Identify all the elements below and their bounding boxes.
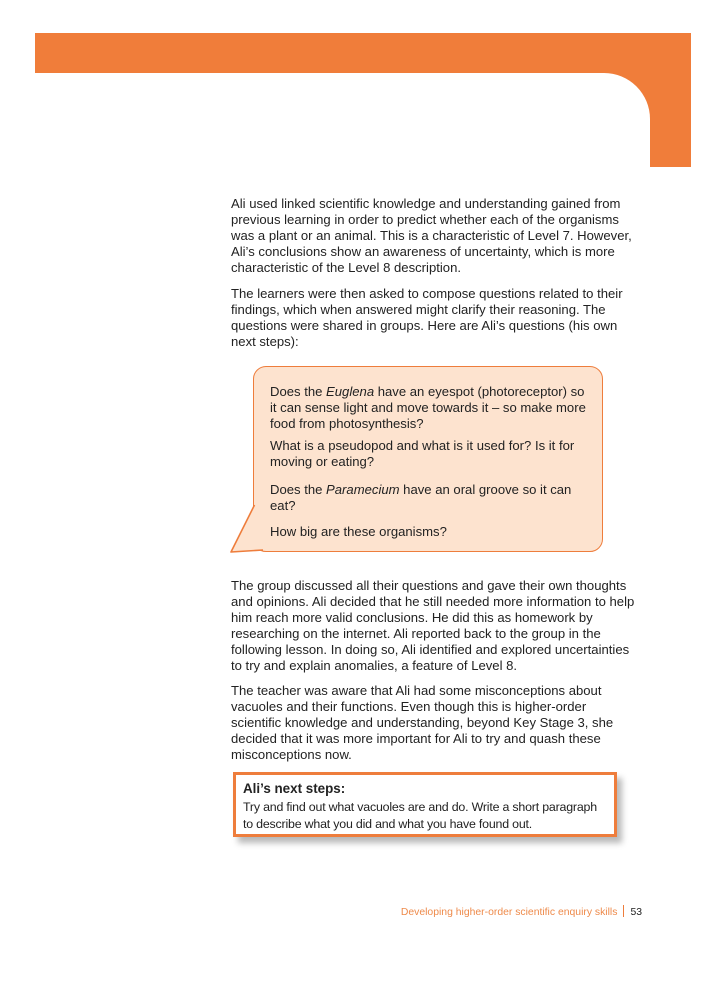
page-number: 53 bbox=[630, 907, 642, 918]
question-2: What is a pseudopod and what is it used for? Is it for moving or eating? bbox=[270, 438, 575, 469]
paragraph-3: The group discussed all their questions and gave their own thoughts and opinions. Ali decided that he still needed more information to help him reach more valid conclusions. He did this as homework by researching on the internet. Ali reported back to the group in the following lesson. In doing so, Ali identified and explored uncertainties to try and explain anomalies, a feature of Level 8. bbox=[231, 578, 635, 673]
paragraph-4: The teacher was aware that Ali had some misconceptions about vacuoles and their functions. Even though this is higher-order scientific knowledge and understanding, beyond Key Stage 3, she decided that it was more important for Ali to try and quash these misconceptions now. bbox=[231, 683, 614, 762]
page-footer bbox=[380, 905, 642, 918]
question-3-organism: Paramecium bbox=[326, 482, 400, 497]
question-4: How big are these organisms? bbox=[270, 524, 447, 539]
question-1-organism: Euglena bbox=[326, 384, 375, 399]
question-1-text-end: have an eyespot (photoreceptor) so it can sense light and move towards it – so make more food from photosynthesis? bbox=[270, 384, 586, 431]
question-3 bbox=[270, 482, 592, 514]
next-steps-text: Try and find out what vacuoles are and do. Write a short paragraph to describe what you did and what you have found out. bbox=[243, 800, 597, 831]
paragraph-1: Ali used linked scientific knowledge and understanding gained from previous learning in order to predict whether each of the organisms was a plant or an animal. This is a characteristic of Level 7. However, Ali’s conclusions show an awareness of uncertainty, which is more characteristic of the Level 8 description. bbox=[231, 196, 632, 275]
next-steps-title: Ali’s next steps: bbox=[243, 781, 346, 796]
header-band-side bbox=[650, 33, 691, 167]
speech-bubble-tail bbox=[230, 505, 264, 555]
footer-divider bbox=[623, 905, 624, 917]
footer-title: Developing higher-order scientific enquiry skills bbox=[400, 907, 618, 918]
question-1 bbox=[270, 384, 592, 432]
question-3-text-start: Does the bbox=[270, 482, 327, 497]
question-3-text-end: have an oral groove so it can eat? bbox=[270, 482, 572, 513]
question-1-text-start: Does the bbox=[270, 384, 327, 399]
paragraph-2: The learners were then asked to compose questions related to their findings, which when answered might clarify their reasoning. The questions were shared in groups. Here are Ali’s questions (his own next steps): bbox=[231, 286, 623, 349]
header-band bbox=[35, 33, 691, 73]
